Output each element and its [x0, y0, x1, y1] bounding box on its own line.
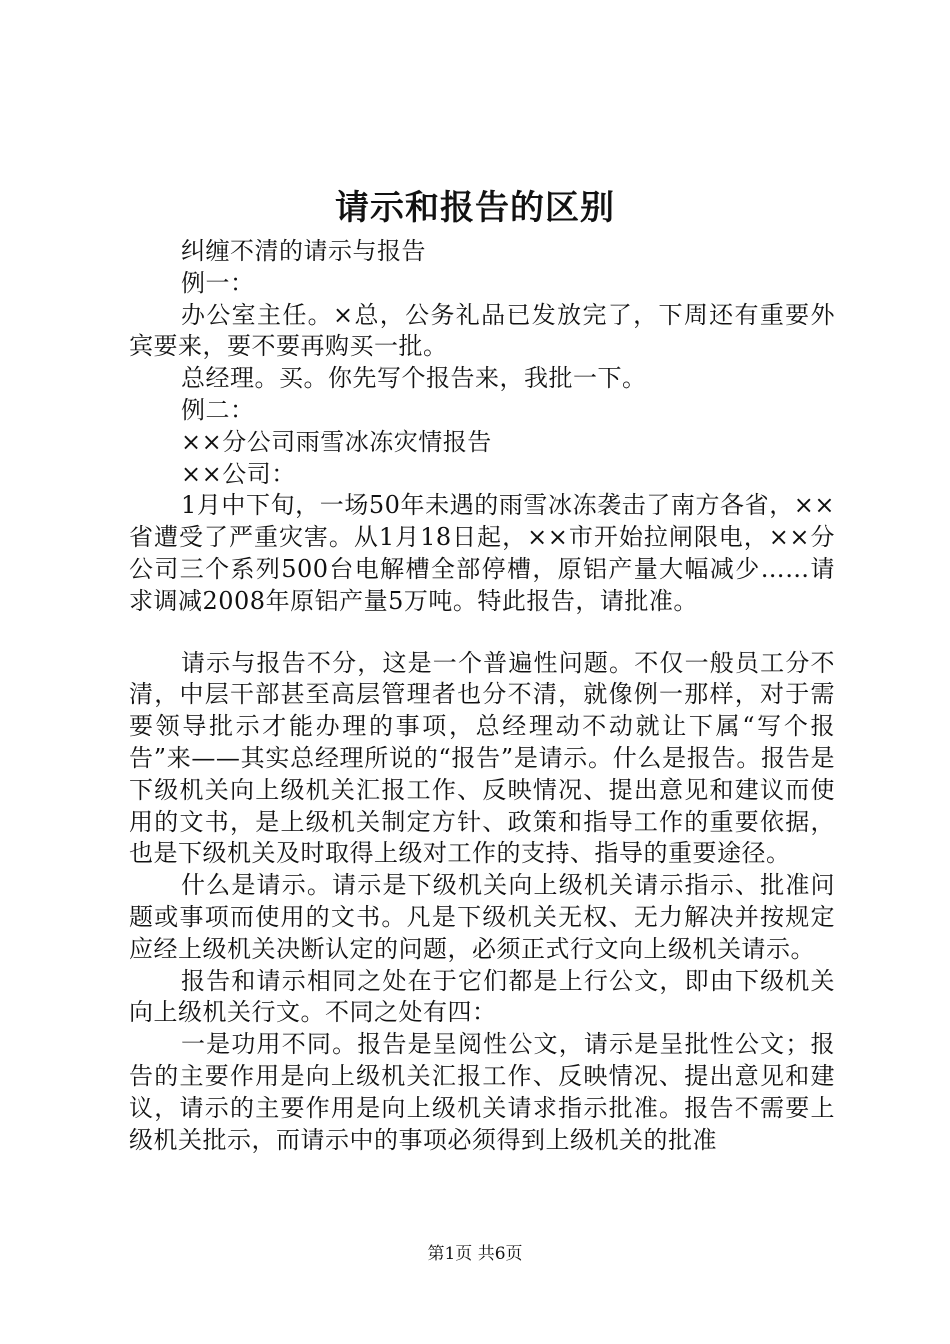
paragraph-general-manager: 总经理。买。你先写个报告来，我批一下。 [181, 364, 647, 393]
paragraph-what-is-request: 什么是请示。请示是下级机关向上级机关请示指示、批准问题或事项而使用的文书。凡是下级机关无权、无力解决并按规定应经上级机关决断认定的问题，必须正式行文向上级机关请示。 [129, 871, 835, 963]
paragraph-report-title: ××分公司雨雪冰冻灾情报告 [181, 427, 492, 456]
document-body [129, 236, 835, 1156]
paragraph-similarities: 报告和请示相同之处在于它们都是上行公文，即由下级机关向上级机关行文。不同之处有四： [129, 966, 835, 1027]
paragraph-heading: 纠缠不清的请示与报告 [181, 237, 426, 265]
paragraph-report-body: 1月中下旬，一场50年未遇的雨雪冰冻袭击了南方各省，××省遭受了严重灾害。从1月18日起，××市开始拉闸限电，××分公司三个系列500台电解槽全部停槽，原铝产量大幅减少……请求调减2008年原铝产量5万吨。特此报告，请批准。 [129, 491, 835, 615]
paragraph-example-two-label: 例二： [181, 395, 255, 424]
page-number-footer: 第1页 共6页 [427, 1244, 523, 1264]
paragraph-example-one-label: 例一： [181, 268, 255, 297]
document-title: 请示和报告的区别 [335, 188, 615, 228]
paragraph-what-is-report: 请示与报告不分，这是一个普遍性问题。不仅一般员工分不清，中层干部甚至高层管理者也分不清，就像例一那样，对于需要领导批示才能办理的事项，总经理动不动就让下属“写个报告”来——其实总经理所说的“报告”是请示。什么是报告。报告是下级机关向上级机关汇报工作、反映情况、提出意见和建议而使用的文书，是上级机关制定方针、政策和指导工作的重要依据，也是下级机关及时取得上级对工作的支持、指导的重要途径。 [129, 648, 835, 868]
paragraph-difference-one: 一是功用不同。报告是呈阅性公文，请示是呈批性公文；报告的主要作用是向上级机关汇报工作、反映情况、提出意见和建议，请示的主要作用是向上级机关请求指示批准。报告不需要上级机关批示，而请示中的事项必须得到上级机关的批准 [129, 1030, 835, 1154]
paragraph-recipient: ××公司： [181, 459, 296, 488]
paragraph-office-director: 办公室主任。×总，公务礼品已发放完了，下周还有重要外宾要来，要不要再购买一批。 [129, 300, 835, 361]
